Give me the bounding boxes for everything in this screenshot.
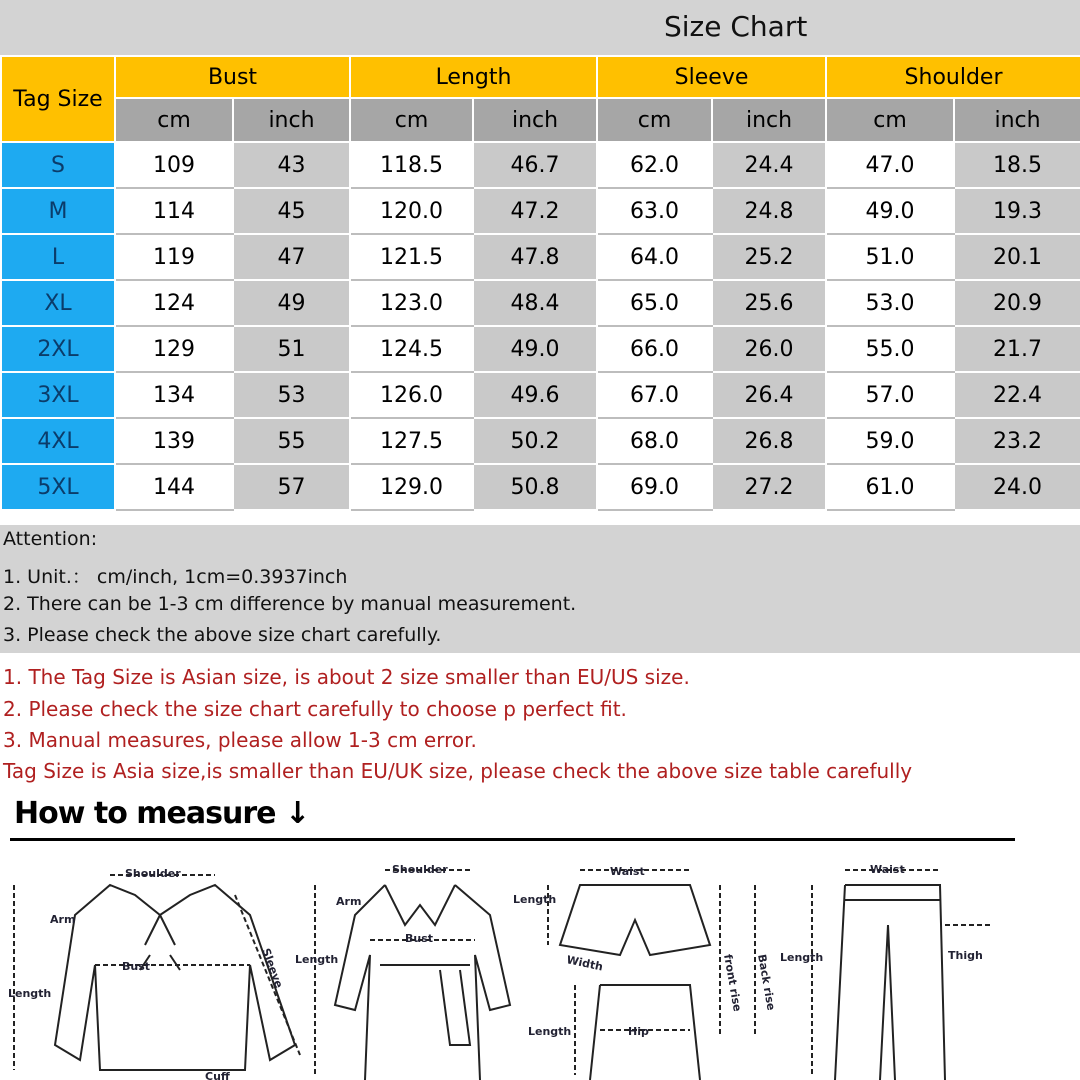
tag-size-cell: L — [1, 234, 115, 280]
measurement-cell: 47.8 — [473, 234, 597, 280]
measurement-cell: 20.9 — [954, 280, 1080, 326]
measurement-cell: 47.0 — [826, 142, 954, 188]
measurement-cell: 123.0 — [350, 280, 473, 326]
measurement-cell: 55.0 — [826, 326, 954, 372]
note-line: 2. Please check the size chart carefully to choose p perfect fit. — [3, 697, 627, 721]
down-arrow-icon: ↓ — [284, 796, 310, 831]
measurement-cell: 19.3 — [954, 188, 1080, 234]
tag-size-cell: XL — [1, 280, 115, 326]
shorts-width-label: Width — [565, 953, 605, 974]
measurement-cell: 124 — [115, 280, 233, 326]
shorts-length-label: Length — [513, 893, 557, 906]
measurement-cell: 65.0 — [597, 280, 712, 326]
shirt-shoulder-label: Shoulder — [125, 867, 181, 880]
tag-size-cell: S — [1, 142, 115, 188]
sleeve-header: Sleeve — [597, 56, 826, 98]
measurement-cell: 124.5 — [350, 326, 473, 372]
measurement-cell: 48.4 — [473, 280, 597, 326]
measurement-cell: 68.0 — [597, 418, 712, 464]
measurement-cell: 59.0 — [826, 418, 954, 464]
table-row — [1, 464, 1080, 510]
table-row — [1, 188, 1080, 234]
title-bar — [0, 0, 1080, 55]
back-rise-label: Back rise — [755, 953, 778, 1012]
shirt-illustration — [14, 875, 300, 1070]
tag-size-cell: 5XL — [1, 464, 115, 510]
measurement-cell: 139 — [115, 418, 233, 464]
length-header: Length — [350, 56, 597, 98]
measurement-cell: 57.0 — [826, 372, 954, 418]
pants-illustration — [812, 870, 990, 1080]
measurement-cell: 121.5 — [350, 234, 473, 280]
measurement-cell: 53.0 — [826, 280, 954, 326]
table-body — [1, 142, 1080, 510]
unit-header-inch: inch — [473, 98, 597, 142]
measurement-cell: 26.8 — [712, 418, 826, 464]
measurement-cell: 45 — [233, 188, 350, 234]
trousers-waist-label: Waist — [870, 863, 905, 876]
unit-header-cm: cm — [597, 98, 712, 142]
measurement-cell: 62.0 — [597, 142, 712, 188]
measurement-cell: 24.8 — [712, 188, 826, 234]
measurement-cell: 119 — [115, 234, 233, 280]
measurement-cell: 129.0 — [350, 464, 473, 510]
size-table — [0, 55, 1080, 511]
unit-header-cm: cm — [115, 98, 233, 142]
measurement-cell: 25.6 — [712, 280, 826, 326]
shirt-sleeve-label: Sleeve — [259, 946, 286, 990]
thigh-label: Thigh — [948, 949, 983, 962]
unit-header-cm: cm — [826, 98, 954, 142]
measurement-cell: 66.0 — [597, 326, 712, 372]
tag-size-cell: M — [1, 188, 115, 234]
tag-size-header: Tag Size — [1, 56, 115, 142]
measurement-cell: 46.7 — [473, 142, 597, 188]
tag-size-cell: 4XL — [1, 418, 115, 464]
dress-shoulder-label: Shoulder — [392, 863, 448, 876]
shirt-cuff-label: Cuff — [205, 1070, 230, 1080]
attention-panel — [0, 525, 1080, 653]
measurement-cell: 51 — [233, 326, 350, 372]
measurement-cell: 23.2 — [954, 418, 1080, 464]
table-row — [1, 326, 1080, 372]
bust-header: Bust — [115, 56, 350, 98]
measurement-cell: 24.4 — [712, 142, 826, 188]
measurement-cell: 53 — [233, 372, 350, 418]
how-to-measure-title: How to measure — [14, 796, 276, 831]
unit-header-inch: inch — [233, 98, 350, 142]
tag-size-cell: 3XL — [1, 372, 115, 418]
measurement-cell: 57 — [233, 464, 350, 510]
measurement-cell: 24.0 — [954, 464, 1080, 510]
shirt-length-label: Length — [8, 987, 52, 1000]
measurement-cell: 126.0 — [350, 372, 473, 418]
measurement-cell: 47.2 — [473, 188, 597, 234]
table-row — [1, 234, 1080, 280]
measurement-cell: 61.0 — [826, 464, 954, 510]
unit-header-inch: inch — [954, 98, 1080, 142]
measurement-cell: 67.0 — [597, 372, 712, 418]
pants-length-label: Length — [528, 1025, 572, 1038]
page-title: Size Chart — [664, 10, 808, 43]
dress-arm-label: Arm — [336, 895, 362, 908]
hip-label: Hip — [628, 1025, 649, 1038]
measurement-cell: 64.0 — [597, 234, 712, 280]
dress-length-label: Length — [295, 953, 339, 966]
measurement-cell: 127.5 — [350, 418, 473, 464]
measurement-cell: 18.5 — [954, 142, 1080, 188]
measurement-cell: 22.4 — [954, 372, 1080, 418]
measurement-cell: 49.0 — [473, 326, 597, 372]
measurement-cell: 144 — [115, 464, 233, 510]
measurement-cell: 49.0 — [826, 188, 954, 234]
tag-size-cell: 2XL — [1, 326, 115, 372]
unit-header-inch: inch — [712, 98, 826, 142]
shirt-bust-label: Bust — [122, 960, 151, 973]
measurement-cell: 114 — [115, 188, 233, 234]
heading-divider — [10, 838, 1015, 841]
measurement-cell: 63.0 — [597, 188, 712, 234]
measurement-cell: 109 — [115, 142, 233, 188]
unit-header-cm: cm — [350, 98, 473, 142]
measurement-cell: 50.2 — [473, 418, 597, 464]
shorts-illustration — [548, 870, 755, 1080]
dress-bust-label: Bust — [405, 932, 434, 945]
measurement-cell: 69.0 — [597, 464, 712, 510]
measurement-cell: 51.0 — [826, 234, 954, 280]
trousers-length-label: Length — [780, 951, 824, 964]
shirt-arm-label: Arm — [50, 913, 76, 926]
measurement-cell: 134 — [115, 372, 233, 418]
how-to-measure-heading — [14, 796, 309, 831]
attention-line: 1. Unit.： cm/inch, 1cm=0.3937inch — [3, 566, 348, 588]
measurement-cell: 27.2 — [712, 464, 826, 510]
measurement-cell: 25.2 — [712, 234, 826, 280]
table-row — [1, 280, 1080, 326]
shoulder-header: Shoulder — [826, 56, 1080, 98]
front-rise-label: front rise — [721, 953, 744, 1013]
table-row — [1, 372, 1080, 418]
measurement-cell: 118.5 — [350, 142, 473, 188]
note-line: 1. The Tag Size is Asian size, is about 2 size smaller than EU/US size. — [3, 665, 690, 689]
measurement-cell: 49 — [233, 280, 350, 326]
note-line: Tag Size is Asia size,is smaller than EU/UK size, please check the above size table carefully — [3, 759, 913, 783]
table-row — [1, 142, 1080, 188]
measurement-cell: 20.1 — [954, 234, 1080, 280]
attention-line: 2. There can be 1-3 cm difference by manual measurement. — [3, 593, 577, 615]
measurement-cell: 50.8 — [473, 464, 597, 510]
measurement-cell: 47 — [233, 234, 350, 280]
measurement-cell: 21.7 — [954, 326, 1080, 372]
measurement-cell: 120.0 — [350, 188, 473, 234]
attention-line: 3. Please check the above size chart carefully. — [3, 624, 442, 646]
table-row — [1, 418, 1080, 464]
measurement-cell: 26.0 — [712, 326, 826, 372]
attention-heading: Attention: — [3, 528, 98, 550]
note-line: 3. Manual measures, please allow 1-3 cm error. — [3, 728, 477, 752]
measurement-cell: 129 — [115, 326, 233, 372]
measurement-cell: 55 — [233, 418, 350, 464]
measurement-cell: 26.4 — [712, 372, 826, 418]
unit-row — [1, 98, 1080, 142]
size-notes — [0, 658, 1080, 793]
measurement-cell: 43 — [233, 142, 350, 188]
measurement-cell: 49.6 — [473, 372, 597, 418]
measurement-illustrations — [0, 845, 1080, 1080]
shorts-waist-label: Waist — [610, 865, 645, 878]
